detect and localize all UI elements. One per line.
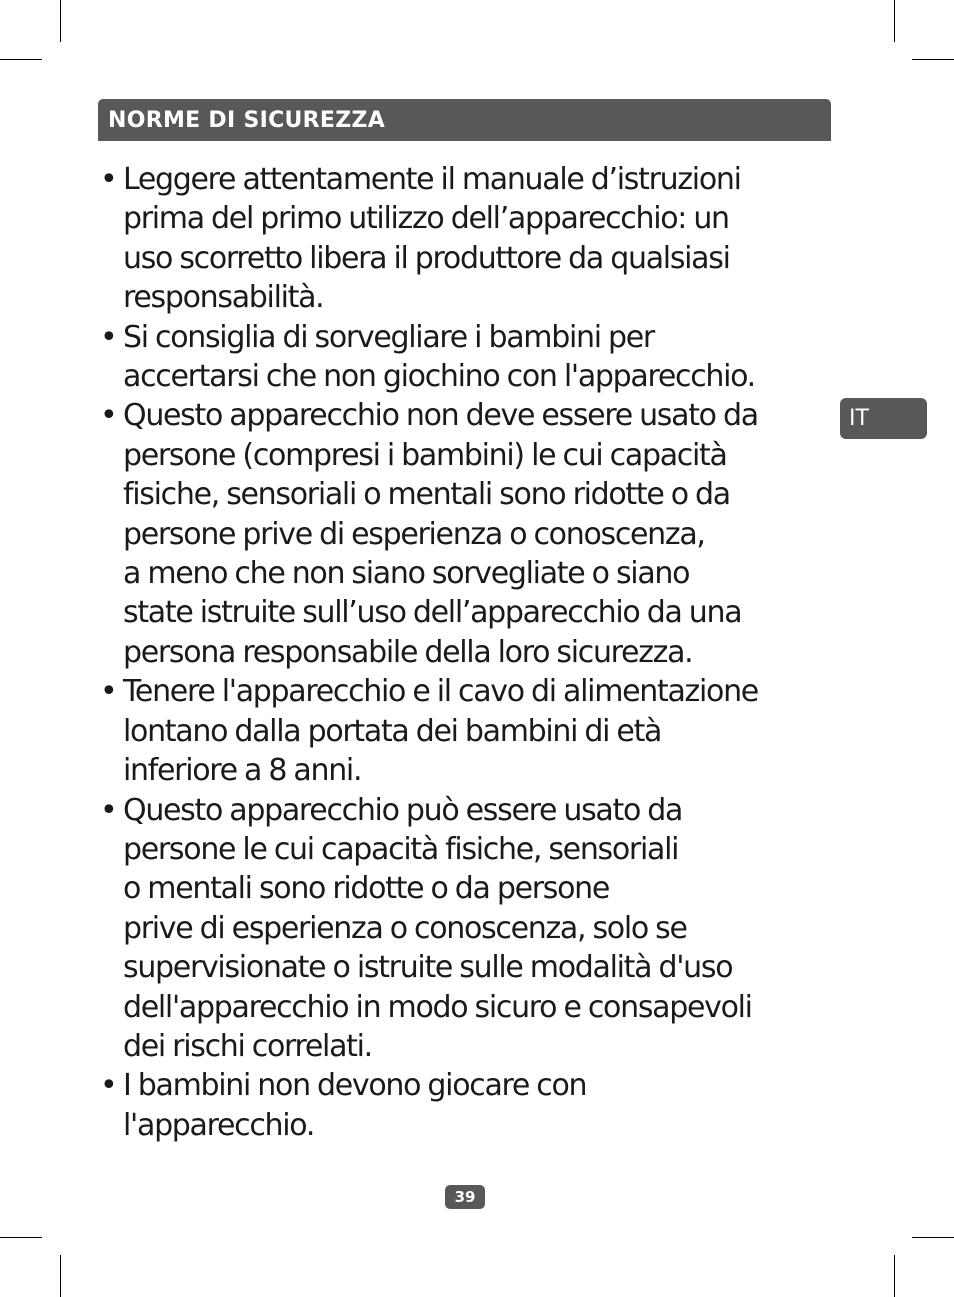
bullet-text-line: inferiore a 8 anni. [123, 753, 362, 789]
bullet-item [100, 791, 845, 1067]
crop-mark-bottom-right [912, 1237, 954, 1238]
bullet-text-line: • Si consiglia di sorvegliare i bambini per [123, 319, 654, 355]
bullet-text-line: • Tenere l'apparecchio e il cavo di alimentazione [123, 674, 758, 710]
bullet-text-line: dei rischi correlati. [123, 1028, 372, 1064]
bullet-text-line: responsabilità. [123, 280, 324, 316]
crop-mark-bottom-left [60, 1255, 61, 1297]
bullet-text-line: o mentali sono ridotte o da persone [123, 871, 610, 907]
language-label: IT [849, 406, 869, 431]
bullet-item [100, 396, 845, 672]
bullet-text-line: persone le cui capacità fisiche, sensoriali [123, 831, 679, 867]
bullet-text-line: a meno che non siano sorvegliate o siano [123, 556, 690, 592]
bullet-text-line: persone prive di esperienza o conoscenza, [123, 516, 705, 552]
bullet-text-line: prive di esperienza o conoscenza, solo se [123, 910, 687, 946]
bullet-text-line: uso scorretto libera il produttore da qualsiasi [123, 240, 730, 276]
bullet-item [100, 672, 845, 790]
bullet-text-line: persone (compresi i bambini) le cui capacità [123, 437, 727, 473]
crop-mark-top-right [912, 59, 954, 60]
crop-mark-top-left [60, 0, 61, 42]
bullet-text-line: • Questo apparecchio può essere usato da [123, 792, 683, 828]
page-number: 39 [445, 1185, 485, 1209]
safety-instructions-list [100, 160, 845, 1145]
bullet-text-line: lontano dalla portata dei bambini di età [123, 713, 662, 749]
section-title: NORME DI SICUREZZA [108, 107, 386, 133]
section-header [98, 99, 831, 141]
crop-mark-bottom-right [894, 1255, 895, 1297]
bullet-text-line: • I bambini non devono giocare con [123, 1068, 587, 1104]
bullet-text-line: state istruite sull’uso dell’apparecchio da una [123, 595, 742, 631]
bullet-text-line: • Leggere attentamente il manuale d’istruzioni [123, 162, 741, 197]
bullet-text-line: • Questo apparecchio non deve essere usato da [123, 398, 758, 434]
bullet-text-line: fisiche, sensoriali o mentali sono ridotte o da [123, 477, 730, 513]
bullet-text-line: l'apparecchio. [123, 1107, 315, 1143]
bullet-item [100, 318, 845, 397]
bullet-text-line: supervisionate o istruite sulle modalità d'uso [123, 950, 733, 986]
bullet-item [100, 1066, 845, 1145]
crop-mark-top-left [0, 59, 42, 60]
bullet-text-line: persona responsabile della loro sicurezza. [123, 634, 693, 670]
bullet-text-line: accertarsi che non giochino con l'apparecchio. [123, 359, 755, 395]
bullet-item [100, 160, 845, 318]
bullet-text-line: dell'apparecchio in modo sicuro e consapevoli [123, 989, 752, 1025]
crop-mark-top-right [894, 0, 895, 42]
bullet-text-line: prima del primo utilizzo dell’apparecchio: un [123, 201, 729, 237]
crop-mark-bottom-left [0, 1237, 42, 1238]
language-tab [840, 398, 927, 439]
